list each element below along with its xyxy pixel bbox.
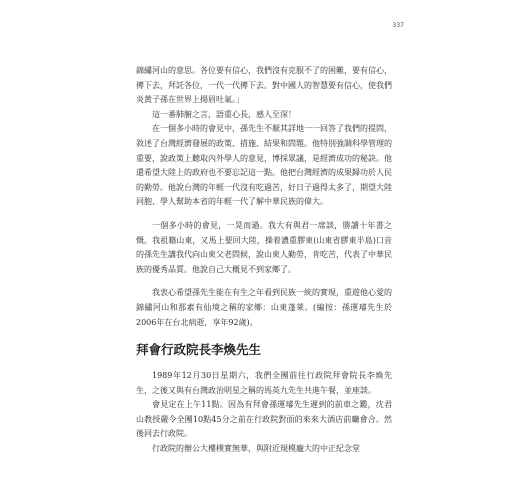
paragraph-gap — [136, 210, 392, 219]
paragraph: 1989年12月30日星期六，我們全團前往行政院拜會院長李煥先生，之後又與有台灣政治明星之稱的馬英九先生共進午餐，並座談。 — [136, 371, 392, 395]
paragraph: 我衷心希望孫先生能在有生之年看到民族一統的實現，重遊他心愛的錦繡河山和那素有仙境之稱的家鄉：山東蓬萊。(編按：孫運璿先生於2006年在台北病逝，享年92歲)。 — [136, 288, 392, 327]
paragraph: 會見定在上午11點。因為有拜會孫運璿先生遲到的前車之鑑，沈君山教授嚴令全團10點45分之前在行政院對面的來來大酒店前廳會合。然後同去行政院。 — [136, 400, 392, 439]
section-title: 拜會行政院長李煥先生 — [136, 342, 262, 358]
paragraph: 在一個多小時的會見中，孫先生不厭其詳地一一回答了我們的提問，敘述了台灣經濟發展的政策、措施、結果和問題。他特別強調科學管理的重要，說政策上聽取內外學人的意見，博採眾議，是經濟成功的秘訣。他還希望大陸上的政府也不要忘記這一點。他把台灣經濟的成果歸功於人民的勤勞。他說台灣的年輕一代沒有吃過苦，好日子過得太多了，期望大陸同胞、學人幫助本省的年輕一代了解中華民族的偉大。 — [136, 124, 392, 207]
paragraph: 錦繡河山的意思。各位要有信心，我們沒有克服不了的困難，要有信心，傳下去，拜託各位，一代一代傳下去。對中國人的智慧要有信心，使我們炎黃子孫在世界上揚眉吐氣。」 — [136, 66, 392, 105]
page-number: 337 — [392, 22, 404, 29]
paragraph-gap — [136, 277, 392, 286]
paragraph: 行政院的辦公大樓樸實無華，與附近規模龐大的中正紀念堂 — [152, 444, 360, 454]
paragraph: 這一番肺腑之言，語重心長，感人至深！ — [152, 109, 296, 119]
paragraph: 一個多小時的會見，一晃而過。我大有與君一席談，勝讀十年書之慨。我祖籍山東，又馬上要回大陸，操着濃重膠東(山東省膠東半島)口音的孫先生講我代向山東父老問候，說山東人勤勞，肯吃苦，代表了中華民族的優秀品質。他說自己大概見不到家鄉了。 — [136, 220, 392, 274]
page-body — [136, 64, 392, 457]
